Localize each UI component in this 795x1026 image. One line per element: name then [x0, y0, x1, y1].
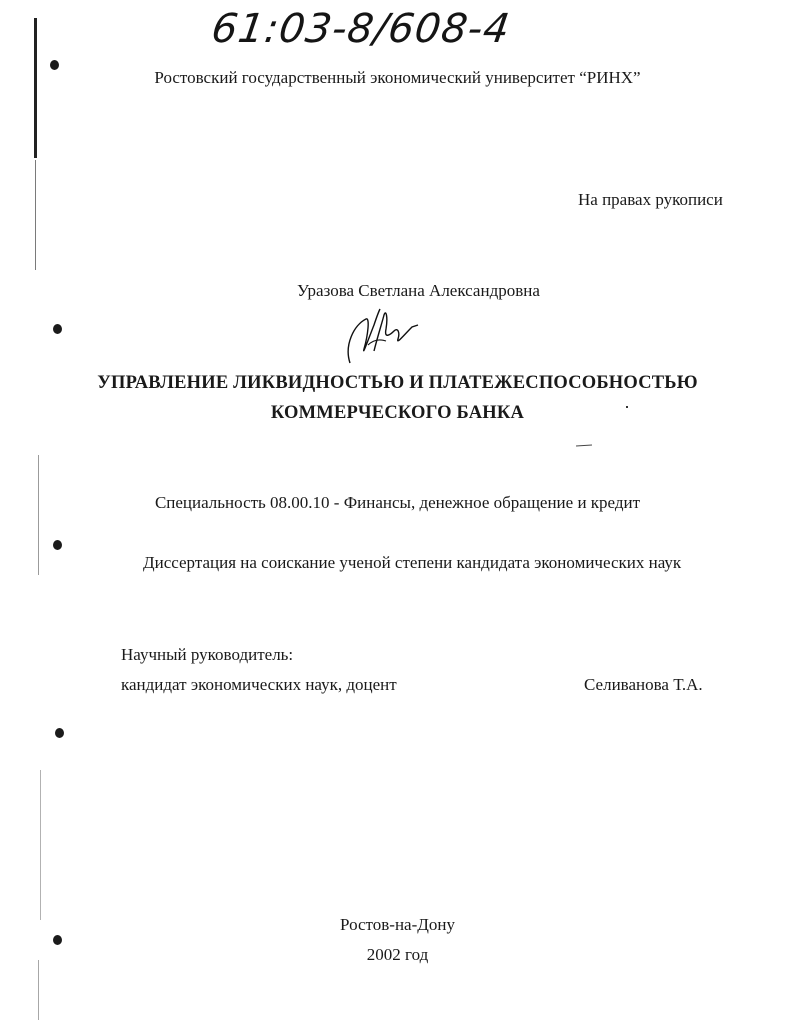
city: Ростов-на-Дону: [340, 915, 455, 934]
binding-edge-line: [38, 960, 39, 1020]
dissertation-title-line-2: КОММЕРЧЕСКОГО БАНКА: [270, 403, 525, 423]
binding-edge-line: [38, 455, 39, 575]
binding-hole-icon: [53, 324, 62, 334]
binding-hole-icon: [53, 935, 62, 945]
binding-edge-line: [35, 160, 36, 270]
binding-edge-line: [40, 770, 41, 920]
manuscript-rights: На правах рукописи: [578, 190, 723, 209]
university-name: Ростовский государственный экономический университет “РИНХ”: [154, 68, 641, 87]
supervisor-label: Научный руководитель:: [121, 645, 294, 664]
archive-code: 61:03-8/608-4: [208, 6, 514, 52]
scan-speck: [626, 406, 628, 408]
author-name: Уразова Светлана Александровна: [297, 281, 540, 300]
specialty-line: Специальность 08.00.10 - Финансы, денежное обращение и кредит: [154, 493, 641, 512]
binding-hole-icon: [53, 540, 62, 550]
scan-dash: [576, 444, 592, 446]
binding-hole-icon: [55, 728, 64, 738]
supervisor-degree: кандидат экономических наук, доцент: [121, 675, 397, 694]
binding-edge-line: [34, 18, 37, 158]
dissertation-degree-line: Диссертация на соискание ученой степени кандидата экономических наук: [143, 553, 682, 572]
supervisor-name: Селиванова Т.А.: [584, 675, 703, 694]
handwritten-signature-icon: [340, 305, 420, 367]
dissertation-title-line-1: УПРАВЛЕНИЕ ЛИКВИДНОСТЬЮ И ПЛАТЕЖЕСПОСОБНОСТЬЮ: [97, 373, 698, 393]
year: 2002 год: [366, 945, 429, 964]
